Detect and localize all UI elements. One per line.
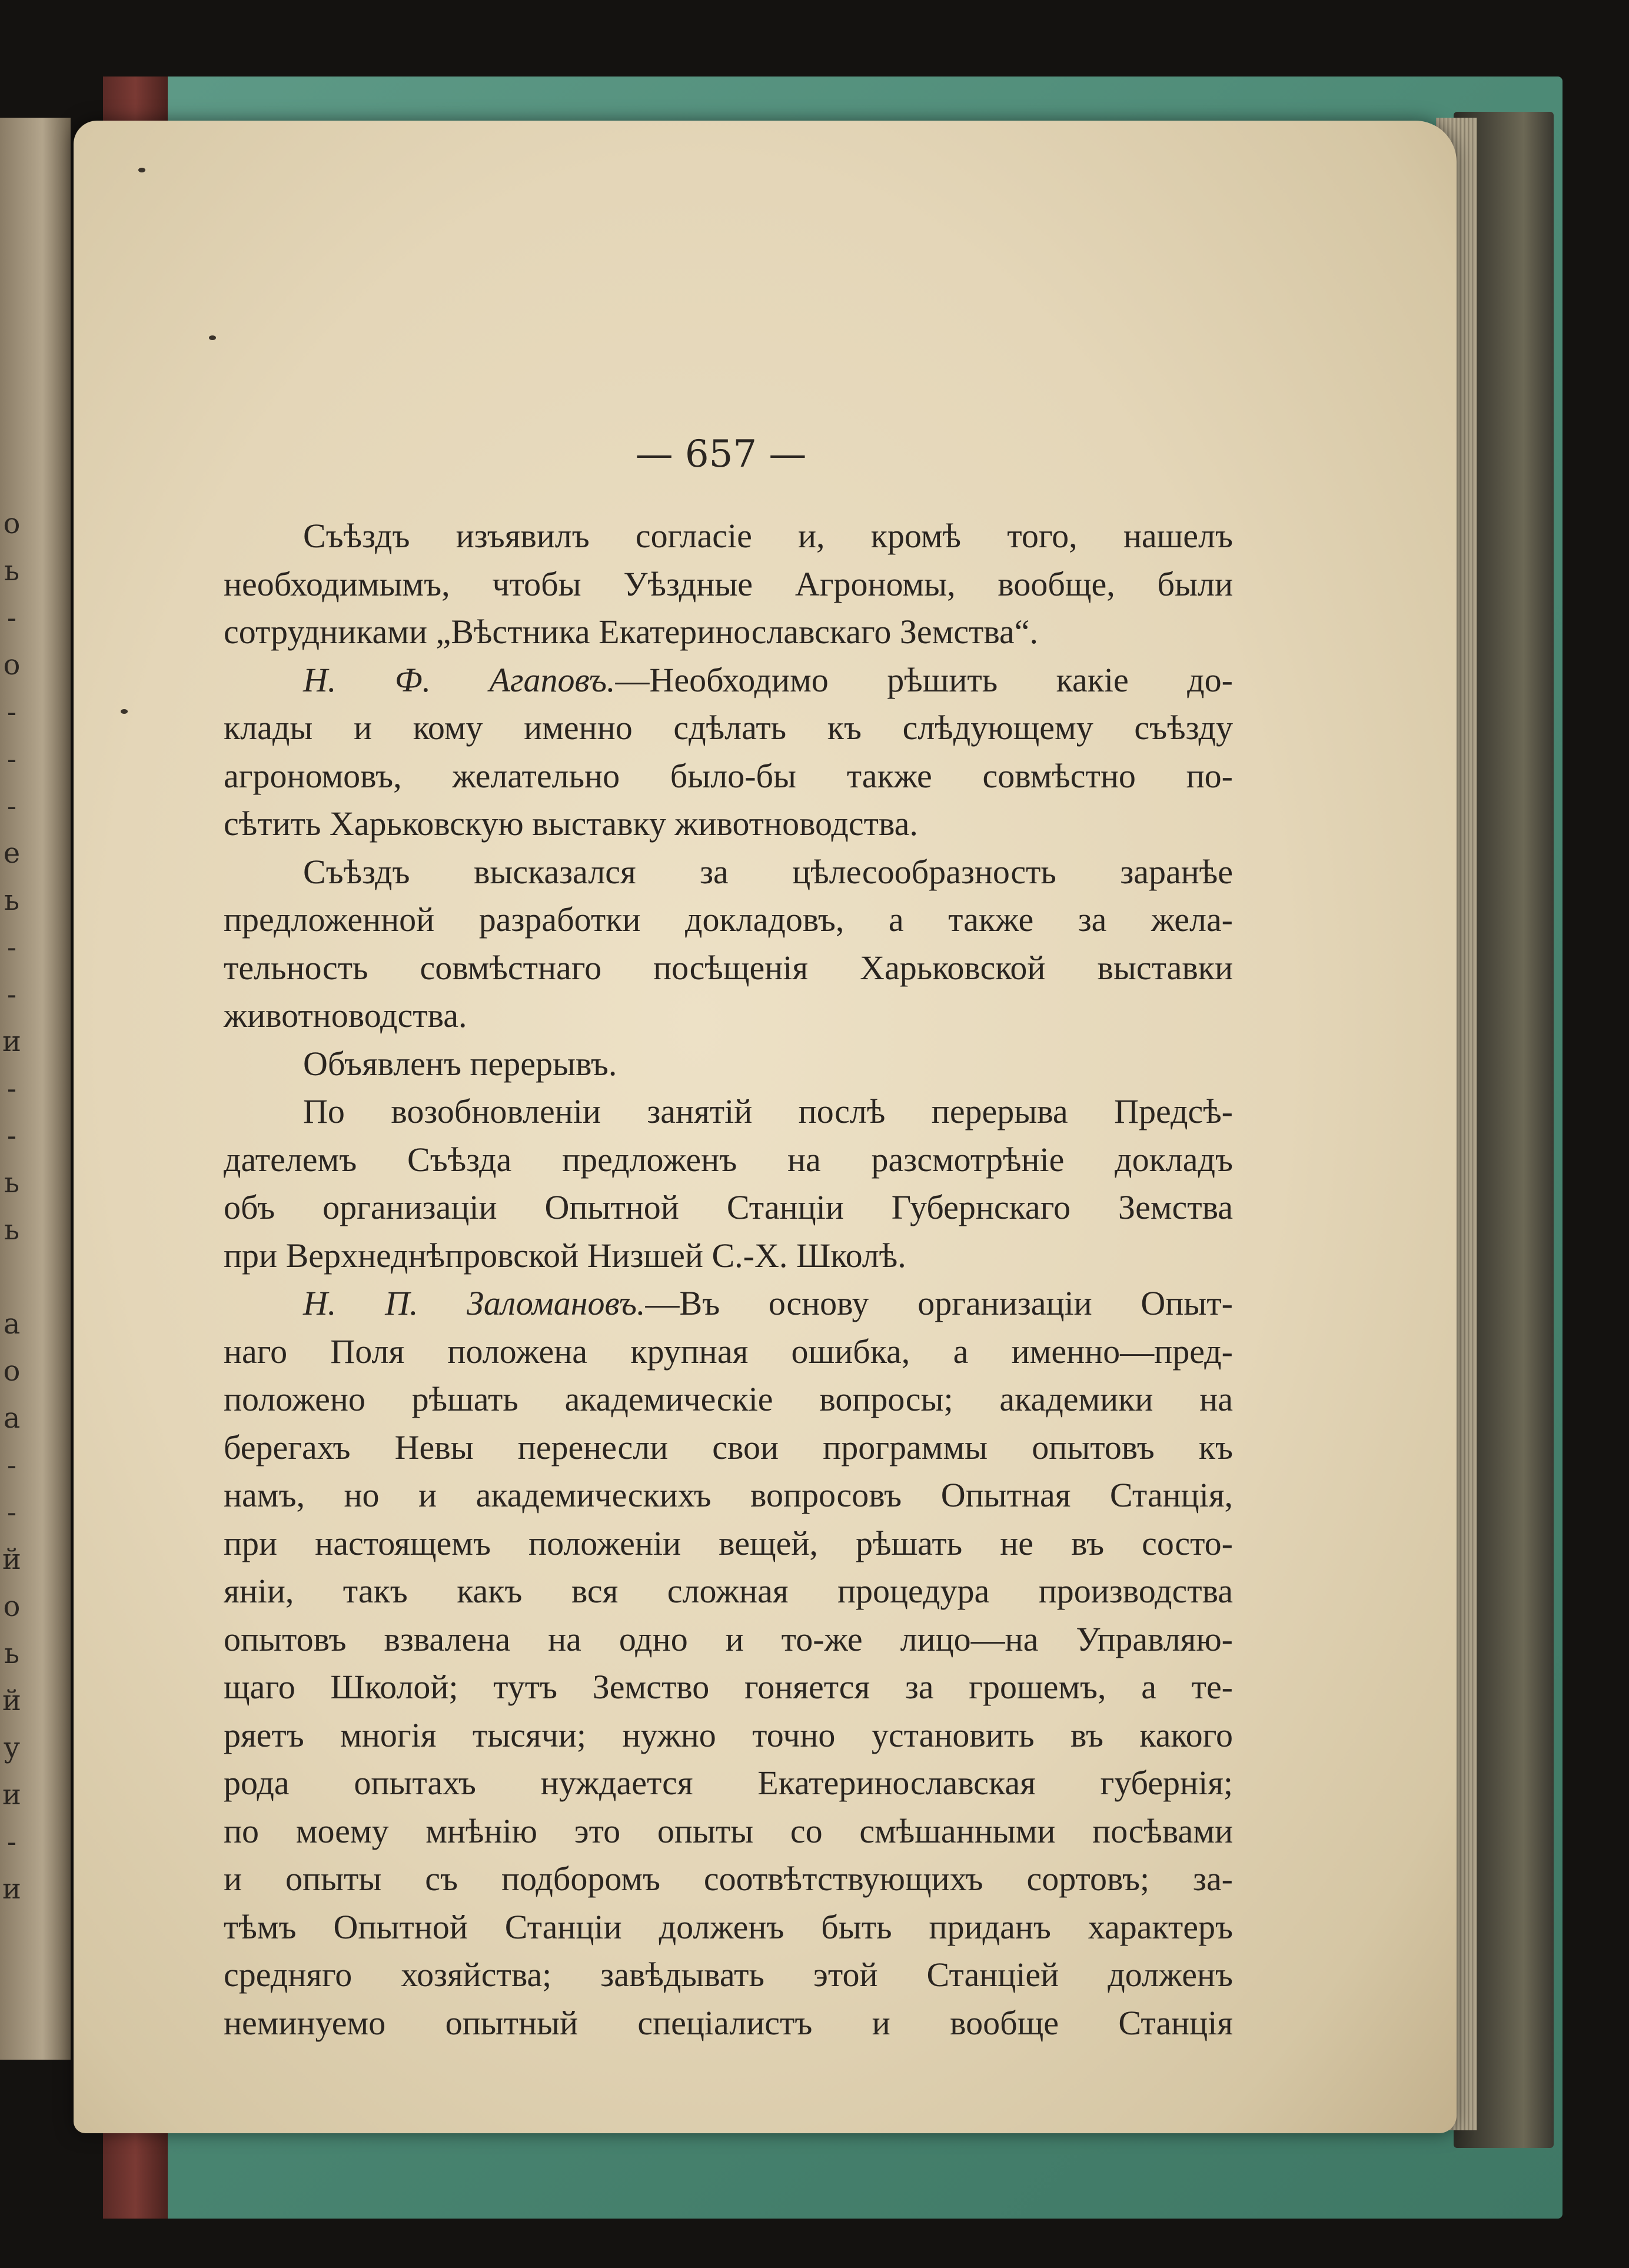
- text-line: [224, 1615, 1233, 1664]
- margin-char: а: [3, 1308, 21, 1341]
- text-span: клады и кому именно сдѣлать къ слѣдующему съѣзду: [224, 709, 1233, 747]
- margin-char: ь: [4, 1637, 20, 1670]
- speaker-name: Н. Ф. Агаповъ.: [303, 660, 616, 699]
- text-line: [224, 1136, 1233, 1184]
- margin-char: е: [3, 837, 21, 870]
- text-span: рода опытахъ нуждается Екатеринославская губернія;: [224, 1764, 1233, 1802]
- margin-char: о: [3, 507, 21, 540]
- text-span: предложенной разработки докладовъ, а также за жела-: [224, 900, 1233, 939]
- text-span: Съѣздъ изъявилъ согласіе и, кромѣ того, нашелъ: [303, 517, 1233, 555]
- text-line: [224, 1567, 1233, 1615]
- margin-char: ь: [4, 884, 20, 917]
- margin-char: у: [3, 1731, 21, 1764]
- text-span: животноводства.: [224, 996, 467, 1035]
- text-line: [224, 1375, 1233, 1424]
- text-line: [224, 1663, 1233, 1711]
- text-span: необходимымъ, чтобы Уѣздные Агрономы, вообще, были: [224, 564, 1233, 603]
- body-text: [224, 512, 1233, 2047]
- text-line: [224, 656, 1233, 704]
- text-line: [224, 752, 1233, 800]
- margin-char: ь: [4, 554, 20, 587]
- text-line: [224, 944, 1233, 992]
- text-line: [224, 1424, 1233, 1472]
- text-span: наго Поля положена крупная ошибка, а именно—пред-: [224, 1332, 1233, 1371]
- margin-char: -: [6, 1072, 17, 1105]
- text-line: [224, 1232, 1233, 1280]
- text-span: объ организаціи Опытной Станціи Губернскаго Земства: [224, 1188, 1233, 1226]
- margin-char: -: [6, 696, 17, 729]
- margin-char: -: [6, 1496, 17, 1529]
- text-span: тельность совмѣстнаго посѣщенія Харьковской выставки: [224, 948, 1233, 987]
- text-span: опытовъ взвалена на одно и то-же лицо—на Управляю-: [224, 1619, 1233, 1658]
- text-line: [224, 1279, 1233, 1328]
- text-span: положено рѣшать академическіе вопросы; академики на: [224, 1380, 1233, 1418]
- left-adjacent-page: [0, 118, 71, 2060]
- left-page-margin-text: [0, 500, 24, 1913]
- margin-char: -: [6, 1449, 17, 1482]
- text-span: —Въ основу организаціи Опыт-: [645, 1284, 1233, 1322]
- text-span: неминуемо опытный спеціалистъ и вообще Станція: [224, 2003, 1233, 2042]
- text-line: [224, 1951, 1233, 1999]
- paper-speck: [209, 335, 216, 340]
- text-span: дателемъ Съѣзда предложенъ на разсмотрѣніе докладъ: [224, 1140, 1233, 1179]
- text-span: по моему мнѣнію это опыты со смѣшанными посѣвами: [224, 1811, 1233, 1850]
- paper-speck: [138, 168, 145, 172]
- text-span: при настоящемъ положеніи вещей, рѣшать не въ состо-: [224, 1524, 1233, 1562]
- text-line: [224, 512, 1233, 560]
- text-span: средняго хозяйства; завѣдывать этой Станціей долженъ: [224, 1956, 1233, 1994]
- text-span: яніи, такъ какъ вся сложная процедура производства: [224, 1572, 1233, 1610]
- text-line: [224, 1759, 1233, 1807]
- text-span: намъ, но и академическихъ вопросовъ Опытная Станція,: [224, 1476, 1233, 1514]
- text-line: [224, 896, 1233, 944]
- margin-char: -: [6, 1119, 17, 1152]
- text-line: [224, 1183, 1233, 1232]
- text-span: По возобновленіи занятій послѣ перерыва Предсѣ-: [303, 1092, 1233, 1130]
- margin-char: о: [3, 1355, 21, 1388]
- margin-char: -: [6, 1825, 17, 1858]
- margin-char: й: [2, 1543, 21, 1576]
- margin-char: -: [6, 601, 17, 634]
- margin-char: ь: [4, 1166, 20, 1199]
- margin-char: -: [6, 743, 17, 776]
- text-span: тѣмъ Опытной Станціи долженъ быть приданъ характеръ: [224, 1907, 1233, 1946]
- book-page: [74, 121, 1457, 2133]
- margin-char: о: [3, 1590, 21, 1623]
- text-span: щаго Школой; тутъ Земство гоняется за грошемъ, а те-: [224, 1668, 1233, 1706]
- page-number: — 657 —: [635, 433, 807, 476]
- margin-char: о: [3, 649, 21, 681]
- text-line: [224, 1855, 1233, 1903]
- text-span: Объявленъ перерывъ.: [303, 1044, 617, 1083]
- text-span: и опыты съ подборомъ соотвѣтствующихъ сортовъ; за-: [224, 1860, 1233, 1898]
- text-line: [224, 1711, 1233, 1760]
- text-line: [224, 800, 1233, 848]
- speaker-name: Н. П. Заломановъ.: [303, 1284, 646, 1322]
- text-span: берегахъ Невы перенесли свои программы опытовъ къ: [224, 1428, 1233, 1466]
- margin-char: -: [6, 931, 17, 964]
- margin-char: а: [3, 1402, 21, 1435]
- text-line: [224, 608, 1233, 656]
- paper-speck: [121, 709, 128, 714]
- text-span: ряетъ многія тысячи; нужно точно установить въ какого: [224, 1715, 1233, 1754]
- margin-char: [0, 1253, 24, 1301]
- text-line: [224, 1328, 1233, 1376]
- text-line: [224, 992, 1233, 1040]
- text-line: [224, 1807, 1233, 1855]
- margin-char: и: [2, 1025, 21, 1058]
- margin-char: -: [6, 978, 17, 1011]
- text-line: [224, 704, 1233, 752]
- text-line: [224, 1040, 1233, 1088]
- margin-char: й: [2, 1684, 21, 1717]
- text-line: [224, 1088, 1233, 1136]
- text-span: —Необходимо рѣшить какіе до-: [615, 660, 1233, 699]
- text-span: при Верхнеднѣпровской Низшей С.-Х. Школѣ.: [224, 1236, 906, 1275]
- text-line: [224, 1903, 1233, 1951]
- text-span: сѣтить Харьковскую выставку животноводства.: [224, 804, 918, 843]
- margin-char: ь: [4, 1213, 20, 1246]
- margin-char: и: [2, 1873, 21, 1905]
- text-line: [224, 848, 1233, 896]
- text-span: сотрудниками „Вѣстника Екатеринославскаго Земства“.: [224, 613, 1039, 651]
- text-line: [224, 1519, 1233, 1568]
- text-span: агрономовъ, желательно было-бы также совмѣстно по-: [224, 756, 1233, 795]
- text-line: [224, 1471, 1233, 1519]
- margin-char: -: [6, 790, 17, 823]
- text-span: Съѣздъ высказался за цѣлесообразность заранѣе: [303, 852, 1233, 891]
- text-line: [224, 560, 1233, 608]
- margin-char: и: [2, 1778, 21, 1811]
- text-line: [224, 1999, 1233, 2047]
